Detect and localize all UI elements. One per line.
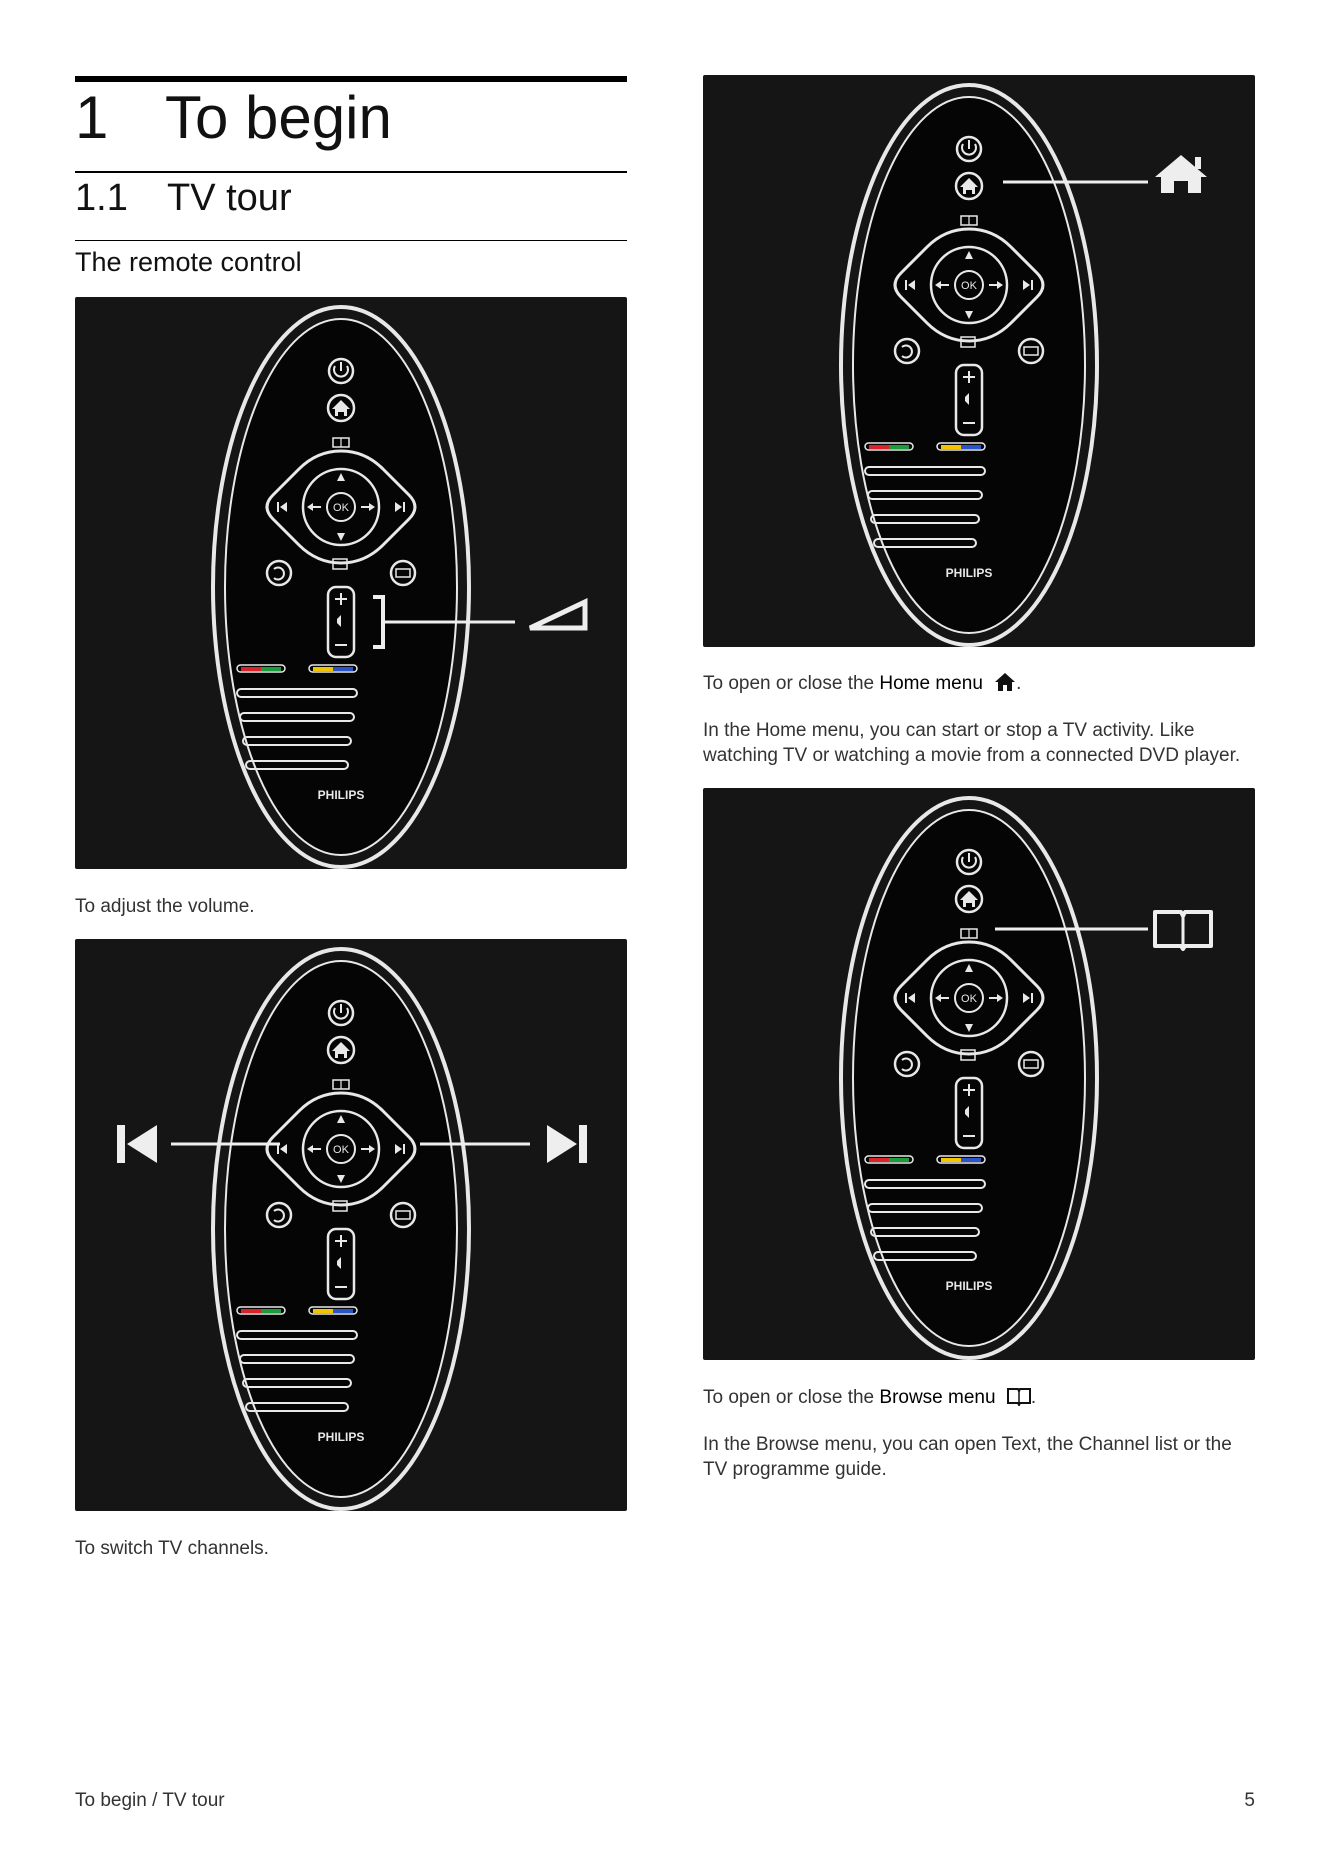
svg-text:OK: OK (333, 502, 349, 514)
section-title: TV tour (167, 177, 292, 219)
svg-text:OK: OK (961, 280, 977, 292)
home-caption (703, 671, 1255, 696)
heading-rule (75, 171, 627, 173)
svg-text:OK: OK (333, 1144, 349, 1156)
chapter-title: To begin (165, 84, 392, 151)
browse-description: In the Browse menu, you can open Text, the Channel list or the TV programme guide. (703, 1434, 1232, 1480)
remote-control-graphic (841, 85, 1097, 645)
remote-control-graphic (841, 798, 1097, 1358)
svg-text:OK: OK (961, 993, 977, 1005)
previous-channel-icon (117, 1125, 157, 1163)
browse-caption (703, 1385, 1255, 1410)
remote-volume-svg (75, 297, 627, 869)
home-caption-suffix: . (1016, 673, 1022, 694)
book-icon (1155, 912, 1211, 949)
svg-text:PHILIPS: PHILIPS (317, 1430, 365, 1444)
remote-home-illustration (703, 75, 1255, 647)
remote-channels-svg (75, 939, 627, 1511)
footer-section-title: To begin / TV tour (75, 1790, 225, 1811)
remote-channels-illustration (75, 939, 627, 1511)
volume-caption: To adjust the volume. (75, 896, 255, 917)
section-number: 1.1 (75, 177, 128, 219)
remote-volume-illustration (75, 297, 627, 869)
subsection-rule (75, 240, 627, 241)
home-description: In the Home menu, you can start or stop a TV activity. Like watching TV or watching a movie from a connected DVD player. (703, 720, 1241, 766)
svg-text:PHILIPS: PHILIPS (317, 788, 365, 802)
home-icon (994, 672, 1016, 692)
svg-text:PHILIPS: PHILIPS (945, 566, 993, 580)
next-channel-icon (547, 1125, 587, 1163)
book-icon (1007, 1387, 1031, 1406)
svg-text:PHILIPS: PHILIPS (945, 1279, 993, 1293)
browse-menu-label: Browse menu (879, 1387, 996, 1408)
remote-browse-svg (703, 788, 1255, 1360)
remote-home-svg (703, 75, 1255, 647)
channels-caption: To switch TV channels. (75, 1538, 269, 1559)
browse-caption-prefix: To open or close the (703, 1387, 880, 1408)
chapter-number: 1 (75, 84, 109, 151)
subsection-title: The remote control (75, 247, 302, 277)
home-menu-label: Home menu (879, 673, 983, 694)
volume-icon (530, 602, 585, 628)
section-heading (75, 174, 627, 234)
remote-browse-illustration (703, 788, 1255, 1360)
browse-caption-suffix: . (1030, 1387, 1037, 1408)
home-icon (1155, 155, 1207, 193)
chapter-heading (75, 82, 627, 170)
remote-control-graphic (213, 949, 469, 1509)
home-caption-prefix: To open or close the (703, 673, 880, 694)
page-number: 5 (1244, 1790, 1255, 1811)
remote-control-graphic (213, 307, 469, 867)
